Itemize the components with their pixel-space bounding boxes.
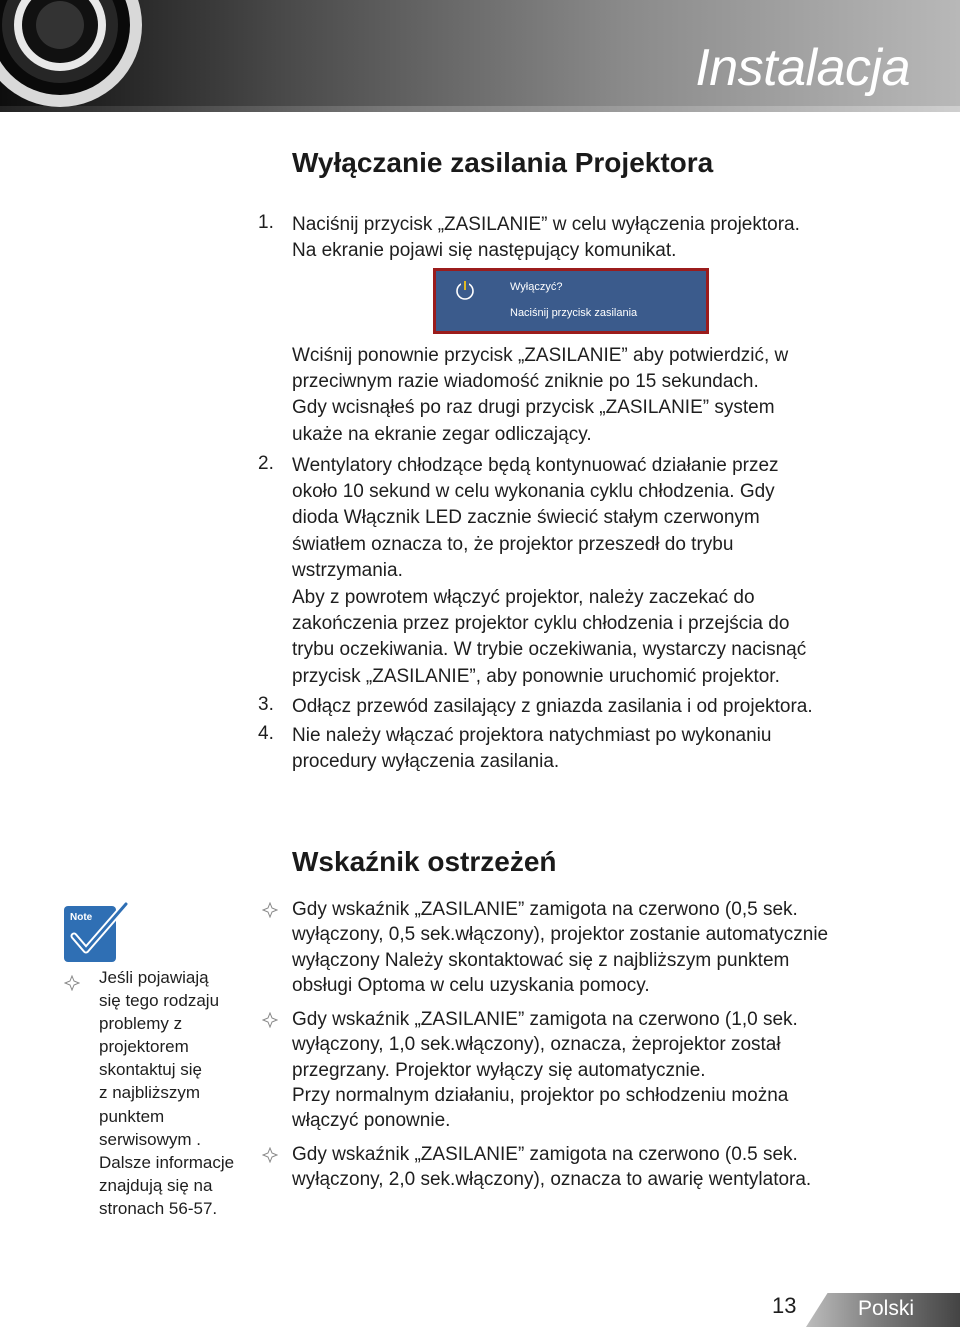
step-2-continuation [292, 585, 892, 690]
text-line: Wciśnij ponownie przycisk „ZASILANIE” aby potwierdzić, w [292, 345, 789, 366]
step-1-text [292, 212, 892, 264]
diamond-bullet-icon [262, 1012, 278, 1028]
text-line: wyłączony, 0,5 sek.włączony), projektor zostanie automatycznie [292, 924, 829, 946]
power-icon [454, 279, 476, 301]
text-line: obsługi Optoma w celu uzyskania pomocy. [292, 974, 650, 996]
note-label: Note [70, 912, 93, 923]
note-checkmark-icon [62, 898, 130, 966]
page-number: 13 [772, 1293, 797, 1318]
text-line: procedury wyłączenia zasilania. [292, 751, 560, 773]
text-line: wyłączony, 2,0 sek.włączony), oznacza to awarię wentylatora. [292, 1169, 812, 1191]
osd-message-box [433, 268, 709, 334]
text-line: Na ekranie pojawi się następujący komunikat. [292, 240, 677, 262]
text-line: Dalsze informacje [99, 1152, 235, 1172]
section-title-warnings: Wskaźnik ostrzeżeń [292, 846, 557, 877]
step-number: 2. [258, 453, 274, 474]
text-line: skontaktuj się [99, 1060, 202, 1080]
text-line: wyłączony Należy skontaktować się z najbliższym punktem [292, 949, 790, 971]
text-line: znajdują się na [99, 1175, 213, 1195]
text-line: Wentylatory chłodzące będą kontynuować działanie przez [292, 455, 779, 476]
step-3-text [292, 694, 892, 720]
side-note-text [99, 966, 259, 1220]
text-line: trybu oczekiwania. W trybie oczekiwania, wystarczy nacisnąć [292, 639, 807, 661]
warning-bullet-2 [292, 1007, 902, 1133]
text-line: wyłączony, 1,0 sek.włączony), oznacza, żeprojektor został [292, 1034, 781, 1056]
text-line: przegrzany. Projektor wyłączy się automatycznie. [292, 1059, 706, 1081]
text-line: zakończenia przez projektor cyklu chłodzenia i przejścia do [292, 613, 790, 635]
text-line: z najbliższym [99, 1083, 201, 1103]
text-line: projektorem [99, 1037, 189, 1057]
text-line: stronach 56-57. [99, 1198, 218, 1218]
text-line: Naciśnij przycisk „ZASILANIE” w celu wyłączenia projektora. [292, 214, 800, 235]
text-line: światłem oznacza to, że projektor przeszedł do trybu [292, 533, 734, 555]
text-line: wstrzymania. [292, 559, 403, 581]
osd-question: Wyłączyć? [510, 281, 563, 293]
section-title-power-off: Wyłączanie zasilania Projektora [292, 147, 714, 178]
text-line: około 10 sekund w celu wykonania cyklu chłodzenia. Gdy [292, 481, 775, 503]
text-line: włączyć ponownie. [292, 1110, 451, 1132]
warning-bullet-3 [292, 1142, 902, 1193]
osd-instruction: Naciśnij przycisk zasilania [510, 307, 638, 319]
text-line: Gdy wskaźnik „ZASILANIE” zamigota na czerwono (0.5 sek. [292, 1144, 798, 1165]
text-line: Aby z powrotem włączyć projektor, należy zaczekać do [292, 587, 755, 608]
text-line: Gdy wcisnąłeś po raz drugi przycisk „ZASILANIE” system [292, 397, 775, 419]
text-line: punktem [99, 1106, 165, 1126]
text-line: ukaże na ekranie zegar odliczający. [292, 423, 592, 445]
text-line: przycisk „ZASILANIE”, aby ponownie uruchomić projektor. [292, 665, 780, 687]
text-line: przeciwnym razie wiadomość zniknie po 15 sekundach. [292, 371, 759, 393]
diamond-bullet-icon [64, 975, 80, 991]
step-number: 1. [258, 212, 274, 233]
text-line: Jeśli pojawiają [99, 968, 209, 987]
text-line: Przy normalnym działaniu, projektor po schłodzeniu można [292, 1084, 789, 1106]
text-line: serwisowym . [99, 1129, 202, 1149]
text-line: Gdy wskaźnik „ZASILANIE” zamigota na czerwono (0,5 sek. [292, 899, 798, 920]
text-line: problemy z [99, 1014, 183, 1034]
step-number: 3. [258, 694, 274, 715]
language-label: Polski [858, 1297, 915, 1320]
step-number: 4. [258, 723, 274, 744]
text-line: Nie należy włączać projektora natychmiast po wykonaniu [292, 725, 772, 746]
diamond-bullet-icon [262, 902, 278, 918]
lens-icon [0, 0, 170, 110]
page-header-title: Instalacja [695, 39, 910, 97]
text-line: dioda Włącznik LED zacznie świecić stałym czerwonym [292, 507, 760, 529]
text-line: Gdy wskaźnik „ZASILANIE” zamigota na czerwono (1,0 sek. [292, 1009, 798, 1030]
text-line: się tego rodzaju [99, 991, 220, 1011]
warning-bullet-1 [292, 897, 902, 998]
step-4-text [292, 723, 892, 775]
text-line: Odłącz przewód zasilający z gniazda zasilania i od projektora. [292, 696, 813, 717]
diamond-bullet-icon [262, 1147, 278, 1163]
step-2-text [292, 453, 892, 584]
step-1-continuation [292, 343, 892, 448]
